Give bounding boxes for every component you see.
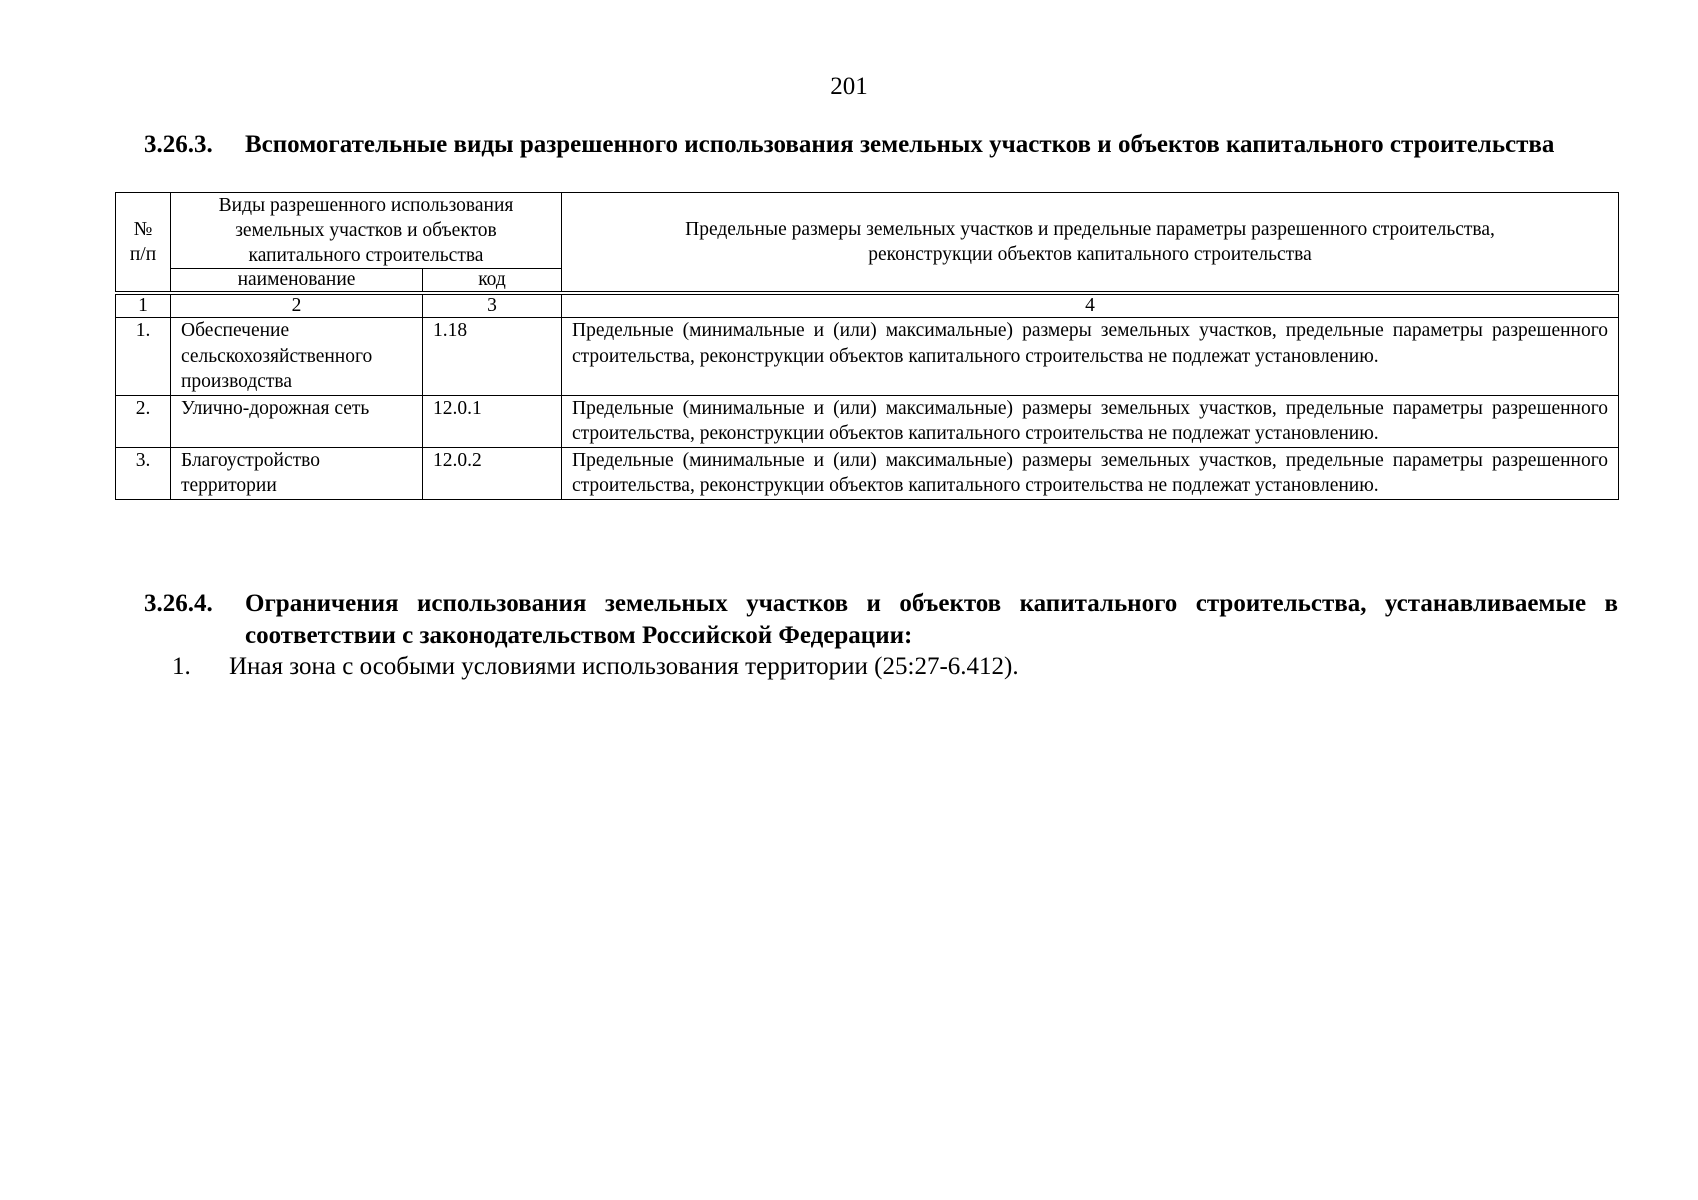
use-code: 12.0.2 [423, 447, 562, 499]
row-number: 3. [116, 447, 171, 499]
section-number: 3.26.4. [144, 590, 213, 617]
use-code: 1.18 [423, 318, 562, 396]
header-use-types: Виды разрешенного использования земельных участков и объектов капитального строительства [171, 193, 562, 269]
header-limits: Предельные размеры земельных участков и предельные параметры разрешенного строительства, реконструкции объектов капитального строительства [562, 193, 1619, 292]
table-row [116, 318, 1619, 396]
column-numbers-row [116, 295, 1619, 318]
use-limits: Предельные (минимальные и (или) максимальные) размеры земельных участков, предельные параметры разрешенного строительства, реконструкции объектов капитального строительства не подлежат установлению. [562, 447, 1619, 499]
use-name: Благоустройство территории [171, 447, 423, 499]
header-number: № п/п [116, 193, 171, 292]
use-name: Улично-дорожная сеть [171, 395, 423, 447]
column-number: 3 [423, 295, 562, 318]
column-number: 1 [116, 295, 171, 318]
use-limits: Предельные (минимальные и (или) максимальные) размеры земельных участков, предельные параметры разрешенного строительства, реконструкции объектов капитального строительства не подлежат установлению. [562, 318, 1619, 396]
use-limits: Предельные (минимальные и (или) максимальные) размеры земельных участков, предельные параметры разрешенного строительства, реконструкции объектов капитального строительства не подлежат установлению. [562, 395, 1619, 447]
column-number: 2 [171, 295, 423, 318]
row-number: 1. [116, 318, 171, 396]
column-number: 4 [562, 295, 1619, 318]
list-item-text: Иная зона с особыми условиями использования территории (25:27-6.412). [229, 653, 1019, 680]
table-row [116, 395, 1619, 447]
row-number: 2. [116, 395, 171, 447]
section-title: Ограничения использования земельных участков и объектов капитального строительства, устанавливаемые в соответствии с законодательством Российской Федерации: [245, 590, 1618, 649]
section-number: 3.26.3. [144, 131, 213, 158]
header-name: наименование [171, 269, 423, 292]
section-title: Вспомогательные виды разрешенного использования земельных участков и объектов капитального строительства [245, 131, 1555, 158]
section-heading-3-26-3 [144, 129, 1618, 161]
permitted-use-table [115, 192, 1618, 500]
header-code: код [423, 269, 562, 292]
use-name: Обеспечение сельскохозяйственного производства [171, 318, 423, 396]
table-row [116, 447, 1619, 499]
section-heading-3-26-4 [144, 588, 1618, 652]
use-code: 12.0.1 [423, 395, 562, 447]
page-number: 201 [830, 73, 868, 100]
list-item-number: 1. [172, 653, 191, 680]
